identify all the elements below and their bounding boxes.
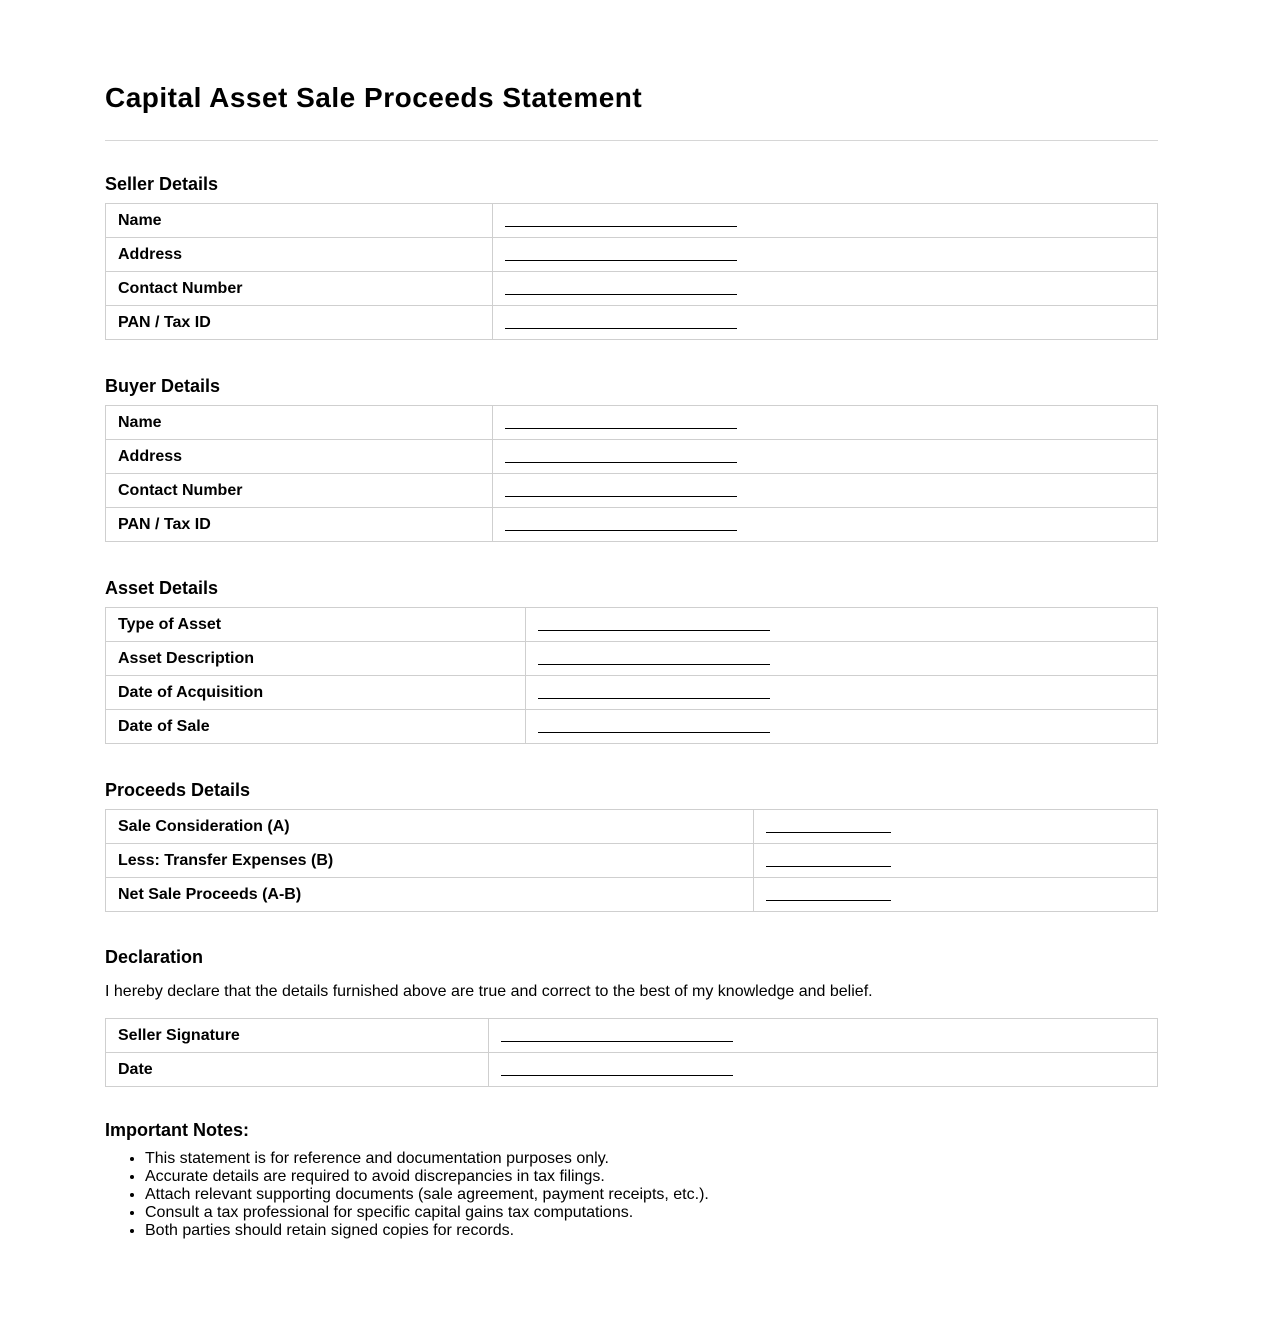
signature-table <box>105 1018 1158 1087</box>
table-row <box>106 1019 1158 1053</box>
asset-type-label: Type of Asset <box>106 608 526 642</box>
asset-description-field[interactable] <box>526 642 1158 676</box>
sale-consideration-label: Sale Consideration (A) <box>106 810 754 844</box>
blank-line <box>505 226 737 227</box>
table-row <box>106 474 1158 508</box>
asset-description-label: Asset Description <box>106 642 526 676</box>
net-proceeds-label: Net Sale Proceeds (A-B) <box>106 878 754 912</box>
list-item: • Accurate details are required to avoid discrepancies in tax filings. <box>145 1168 709 1186</box>
table-row <box>106 844 1158 878</box>
blank-line <box>538 698 770 699</box>
sale-date-field[interactable] <box>526 710 1158 744</box>
seller-name-label: Name <box>106 204 493 238</box>
blank-line <box>501 1041 733 1042</box>
table-row <box>106 440 1158 474</box>
sale-consideration-field[interactable] <box>754 810 1158 844</box>
blank-line <box>505 260 737 261</box>
buyer-details-heading: Buyer Details <box>105 376 221 396</box>
asset-details-heading: Asset Details <box>105 578 219 598</box>
transfer-expenses-field[interactable] <box>754 844 1158 878</box>
blank-line <box>505 428 737 429</box>
list-item: • Attach relevant supporting documents (sale agreement, payment receipts, etc.). <box>145 1186 709 1204</box>
buyer-contact-label: Contact Number <box>106 474 493 508</box>
list-item: • This statement is for reference and documentation purposes only. <box>145 1150 709 1168</box>
asset-details-table <box>105 607 1158 744</box>
asset-type-field[interactable] <box>526 608 1158 642</box>
proceeds-details-heading: Proceeds Details <box>105 780 251 800</box>
declaration-heading: Declaration <box>105 947 204 967</box>
blank-line <box>505 496 737 497</box>
blank-line <box>505 462 737 463</box>
important-notes-heading: Important Notes: <box>105 1120 249 1140</box>
page-title: Capital Asset Sale Proceeds Statement <box>105 82 643 113</box>
seller-signature-field[interactable] <box>489 1019 1158 1053</box>
seller-contact-field[interactable] <box>493 272 1158 306</box>
signature-date-field[interactable] <box>489 1053 1158 1087</box>
blank-line <box>538 630 770 631</box>
seller-details-table <box>105 203 1158 340</box>
signature-date-label: Date <box>106 1053 489 1087</box>
table-row <box>106 676 1158 710</box>
list-item: • Both parties should retain signed copies for records. <box>145 1222 709 1240</box>
acquisition-date-label: Date of Acquisition <box>106 676 526 710</box>
blank-line <box>766 900 891 901</box>
blank-line <box>766 832 891 833</box>
important-notes-list <box>105 1150 709 1240</box>
seller-contact-label: Contact Number <box>106 272 493 306</box>
blank-line <box>505 294 737 295</box>
table-row <box>106 710 1158 744</box>
table-row <box>106 306 1158 340</box>
table-row <box>106 406 1158 440</box>
acquisition-date-field[interactable] <box>526 676 1158 710</box>
seller-details-heading: Seller Details <box>105 174 219 194</box>
proceeds-details-table <box>105 809 1158 912</box>
buyer-name-field[interactable] <box>493 406 1158 440</box>
blank-line <box>501 1075 733 1076</box>
table-row <box>106 878 1158 912</box>
table-row <box>106 608 1158 642</box>
table-row <box>106 642 1158 676</box>
table-row <box>106 204 1158 238</box>
seller-pan-label: PAN / Tax ID <box>106 306 493 340</box>
seller-address-label: Address <box>106 238 493 272</box>
seller-address-field[interactable] <box>493 238 1158 272</box>
net-proceeds-field[interactable] <box>754 878 1158 912</box>
buyer-name-label: Name <box>106 406 493 440</box>
seller-name-field[interactable] <box>493 204 1158 238</box>
table-row <box>106 1053 1158 1087</box>
blank-line <box>766 866 891 867</box>
seller-pan-field[interactable] <box>493 306 1158 340</box>
buyer-contact-field[interactable] <box>493 474 1158 508</box>
list-item: • Consult a tax professional for specific capital gains tax computations. <box>145 1204 709 1222</box>
table-row <box>106 810 1158 844</box>
blank-line <box>505 530 737 531</box>
table-row <box>106 508 1158 542</box>
declaration-text: I hereby declare that the details furnished above are true and correct to the best of my knowledge and belief. <box>105 983 873 1000</box>
title-divider <box>105 140 1158 141</box>
table-row <box>106 272 1158 306</box>
blank-line <box>538 664 770 665</box>
sale-date-label: Date of Sale <box>106 710 526 744</box>
buyer-pan-label: PAN / Tax ID <box>106 508 493 542</box>
blank-line <box>505 328 737 329</box>
table-row <box>106 238 1158 272</box>
buyer-details-table <box>105 405 1158 542</box>
transfer-expenses-label: Less: Transfer Expenses (B) <box>106 844 754 878</box>
blank-line <box>538 732 770 733</box>
buyer-pan-field[interactable] <box>493 508 1158 542</box>
seller-signature-label: Seller Signature <box>106 1019 489 1053</box>
buyer-address-field[interactable] <box>493 440 1158 474</box>
buyer-address-label: Address <box>106 440 493 474</box>
